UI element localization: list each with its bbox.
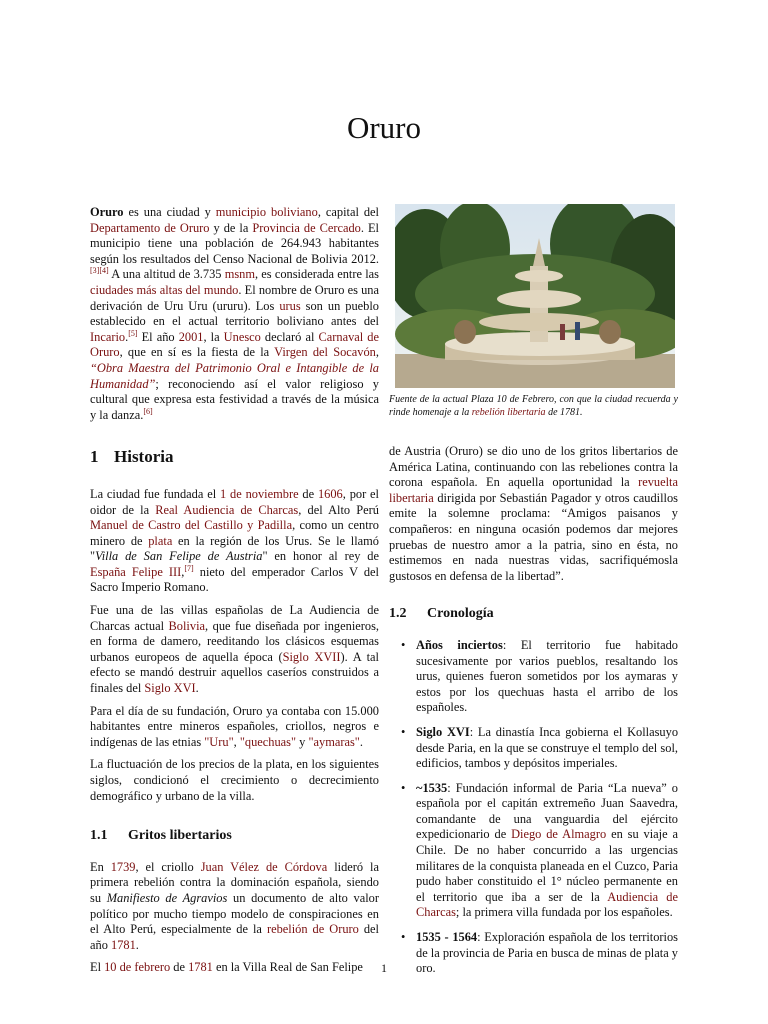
link-2001[interactable]: 2001 xyxy=(178,329,204,344)
link-1781[interactable]: 1781 xyxy=(111,937,136,952)
link-rebelion-oruro[interactable]: rebelión de Oruro xyxy=(266,922,359,937)
figure xyxy=(389,204,678,419)
historia-paragraph-4: La fluctuación de los precios de la plata, en los siguientes siglos, condicionó el crecimiento o decrecimiento demográfico y urbano de la villa. xyxy=(90,757,379,803)
link-obra-maestra[interactable]: “Obra Maestra del Patrimonio Oral e Intangible de la Humanidad” xyxy=(90,360,379,391)
link-plata[interactable]: plata xyxy=(148,533,173,548)
link-siglo-xvi[interactable]: Siglo XVI xyxy=(144,681,196,696)
ref-6[interactable]: [6] xyxy=(143,406,153,416)
link-juan-velez[interactable]: Juan Vélez de Córdova xyxy=(200,859,328,874)
gritos-paragraph-2-start: El 10 de febrero de 1781 en la Villa Real de San Felipe xyxy=(90,960,363,975)
page-title: Oruro xyxy=(346,110,422,145)
link-municipio[interactable]: municipio boliviano xyxy=(215,205,318,219)
link-uru[interactable]: "Uru" xyxy=(204,734,234,749)
section-heading-gritos: 1.1 Gritos libertarios xyxy=(90,828,232,844)
link-virgen[interactable]: Virgen del Socavón xyxy=(274,345,376,360)
page-number: 1 xyxy=(381,961,387,975)
link-revuelta-libertaria[interactable]: revuelta libertaria xyxy=(389,475,678,505)
list-item: • 1535 - 1564: Exploración española de los territorios de la provincia de Paria en busca de minas de plata y oro. xyxy=(389,930,678,977)
fountain-photo xyxy=(395,204,675,388)
gritos-paragraph-2-cont: de Austria (Oruro) se dio uno de los gritos libertarios de América Latina, continuando con las rebeliones contra la corona española. En aquella oportunidad la revuelta libertaria dirigida por Sebastián Pagador y otros caudillos emite la solemne proclama: “Amigos paisanos y compañeros: en ninguna ocasión podemos dar mejores pruebas de nuestro amor a la patria, sino en ésta, no estimemos en nada nuestras vidas, sacrifiquémosla gustosos en defensa de la libertad”. xyxy=(389,444,678,583)
link-diego-almagro[interactable]: Diego de Almagro xyxy=(511,827,607,842)
link-quechuas[interactable]: "quechuas" xyxy=(239,734,297,749)
link-1606[interactable]: 1606 xyxy=(317,486,343,501)
link-10-febrero[interactable]: 10 de febrero xyxy=(104,960,171,975)
gritos-p2-continued: en la Villa Real de San Felipe xyxy=(212,960,363,975)
link-siglo-xvii[interactable]: Siglo XVII xyxy=(282,649,341,664)
article-subject: Oruro xyxy=(90,205,124,219)
link-manuel-castro[interactable]: Manuel de Castro del Castillo y Padilla xyxy=(90,518,293,533)
link-1-noviembre[interactable]: 1 de noviembre xyxy=(220,486,299,501)
gritos-paragraph-1: En 1739, el criollo Juan Vélez de Córdova lideró la primera rebelión contra la dominación española, siendo su Manifiesto de Agravios un documento de alto valor político por mucho tiempo modelo de conspiraciones en el Alto Perú, especialmente de la rebelión de Oruro del año 1781. xyxy=(90,859,380,952)
ref-7[interactable]: [7] xyxy=(184,563,194,573)
list-item: • Siglo XVI: La dinastía Inca gobierna el Kollasuyo desde Paria, en la que se construye el templo del sol, edificios, tambos y depósitos imperiales. xyxy=(389,725,678,772)
cronologia-list xyxy=(389,638,678,977)
link-ciudades-altas[interactable]: ciudades más altas del mundo xyxy=(90,282,239,297)
historia-paragraph-1: La ciudad fue fundada el 1 de noviembre de 1606, por el oidor de la Real Audiencia de Charcas, del Alto Perú Manuel de Castro del Castillo y Padilla, como un centro minero de plata en la región de los Urus. Se le llamó "Villa de San Felipe de Austria" en honor al rey de España Felipe III,[7] nieto del emperador Carlos V del Sacro Imperio Romano. xyxy=(90,486,380,595)
link-rebelion-libertaria[interactable]: rebelión libertaria xyxy=(471,407,546,418)
link-urus[interactable]: urus xyxy=(279,298,301,313)
link-incario[interactable]: Incario xyxy=(90,329,126,344)
link-1781-b[interactable]: 1781 xyxy=(188,960,213,975)
link-1739[interactable]: 1739 xyxy=(110,859,136,874)
link-provincia[interactable]: Provincia de Cercado xyxy=(252,220,361,235)
figure-caption: Fuente de la actual Plaza 10 de Febrero, con que la ciudad recuerda y rinde homenaje a la rebelión libertaria de 1781. xyxy=(389,394,678,418)
right-column xyxy=(389,444,678,986)
link-departamento[interactable]: Departamento de Oruro xyxy=(90,220,210,235)
intro-paragraph: Oruro es una ciudad y municipio boliviano, capital del Departamento de Oruro y de la Provincia de Cercado. El municipio tiene una población de 264.943 habitantes según los resultados del Censo Nacional de Bolivia 2012.[3][4] A una altitud de 3.735 msnm, es considerada entre las ciudades más altas del mundo. El nombre de Oruro es una derivación de Uru Uru (ururu). Los urus son un pueblo establecido en el actual territorio boliviano antes del Incario.[5] El año 2001, la Unesco declaró al Carnaval de Oruro, que en sí es la fiesta de la Virgen del Socavón, “Obra Maestra del Patrimonio Oral e Intangible de la Humanidad”; reconociendo así el valor religioso y cultural que expresa esta festividad a través de la música y la danza.[6] xyxy=(90,205,380,422)
link-felipe-iii[interactable]: España Felipe III xyxy=(90,564,182,579)
list-item: • Años inciertos: El territorio fue habitado sucesivamente por varios pueblos, resaltando los urus, quienes fueron sometidos por los aymaras y estos por los quechuas hasta el arribo de los españoles. xyxy=(389,638,678,716)
historia-paragraph-2: Fue una de las villas españolas de La Audiencia de Charcas actual Bolivia, que fue diseñada por ingenieros, en forma de damero, reeditando los clásicos esquemas urbanos europeos de aquella época (Siglo XVII). A tal efecto se mandó destruir aquellos caseríos construidos a finales del Siglo XVI. xyxy=(90,603,379,696)
section-heading-historia: 1 Historia xyxy=(90,447,174,467)
link-msnm[interactable]: msnm xyxy=(224,267,255,282)
left-column xyxy=(90,205,379,976)
historia-paragraph-3: Para el día de su fundación, Oruro ya contaba con 15.000 habitantes entre mineros españoles, criollos, negros e indígenas de las etnias "Uru", "quechuas" y "aymaras". xyxy=(90,703,379,749)
ref-5[interactable]: [5] xyxy=(128,328,138,338)
list-item: • ~1535: Fundación informal de Paria “La nueva” o española por el capitán extremeño Juan Saavedra, comandante de una vanguardia del ejército expedicionario de Diego de Almagro en su viaje a Chile. De no haber concurrido a las urgencias militares de la conquista planeada en el Cuzco, Paria pudo haber constituido el 1° núcleo permanente en el territorio que iba a ser de la Audiencia de Charcas; la primera villa fundada por los españoles. xyxy=(389,781,678,921)
link-aymaras[interactable]: "aymaras" xyxy=(308,734,360,749)
section-heading-cronologia: 1.2 Cronología xyxy=(389,606,494,622)
ref-3-4[interactable]: [3][4] xyxy=(90,266,109,276)
link-carnaval[interactable]: Carnaval de Oruro xyxy=(90,329,379,360)
link-unesco[interactable]: Unesco xyxy=(223,329,261,344)
link-real-audiencia[interactable]: Real Audiencia de Charcas xyxy=(155,502,299,517)
link-audiencia-charcas[interactable]: Audiencia de Charcas xyxy=(416,889,678,920)
link-bolivia[interactable]: Bolivia xyxy=(168,618,206,633)
